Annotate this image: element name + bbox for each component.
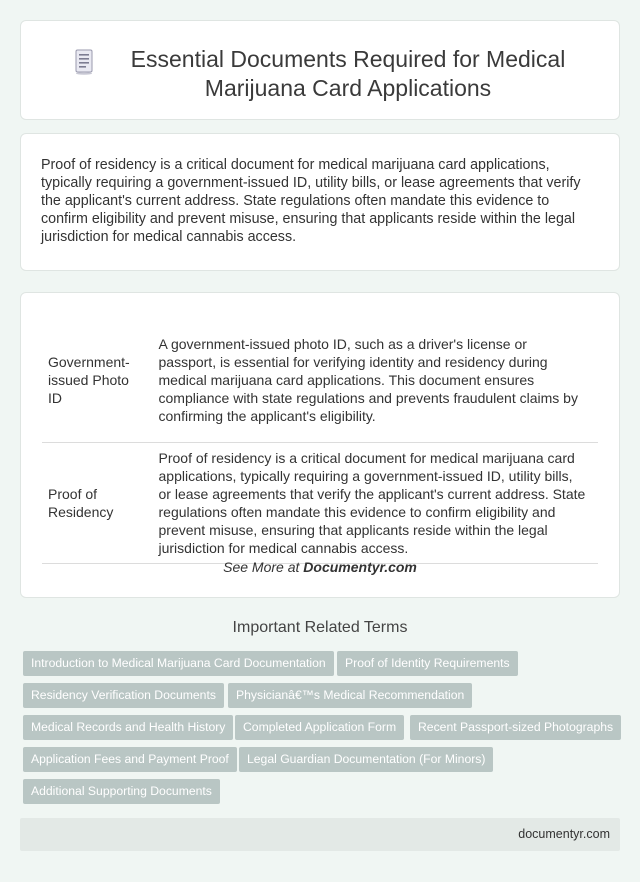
tag-legal-guardian[interactable]: Legal Guardian Documentation (For Minors) [239,747,493,772]
tag-supporting-documents[interactable]: Additional Supporting Documents [23,779,220,804]
tag-physician-recommendation[interactable]: Physicianâ€™s Medical Recommendation [228,683,472,708]
title-wrap [21,45,619,103]
see-more-site[interactable]: Documentyr.com [303,559,417,575]
intro-card [20,133,620,271]
table-row [42,319,598,442]
table-row [42,442,598,563]
row-description: A government-issued photo ID, such as a driver's license or passport, is essential for verifying identity and residency during medical marijuana card applications. This document ensures compliance with state regulations and prevents fraudulent claims by confirming the applicant's eligibility. [152,319,598,442]
row-term: Government-issued Photo ID [42,319,152,442]
see-more-link[interactable] [21,559,619,575]
footer-site-link[interactable]: documentyr.com [518,827,610,841]
tag-intro-documentation[interactable]: Introduction to Medical Marijuana Card Documentation [23,651,334,676]
tag-passport-photos[interactable]: Recent Passport-sized Photographs [410,715,621,740]
tag-application-form[interactable]: Completed Application Form [235,715,404,740]
documents-table-card [20,292,620,598]
documents-table [42,319,598,564]
tag-residency-verification[interactable]: Residency Verification Documents [23,683,224,708]
page-title: Essential Documents Required for Medical Marijuana Card Applications [130,46,566,101]
see-more-prefix: See More at [223,559,304,575]
row-description: Proof of residency is a critical document for medical marijuana card applications, typically requiring a government-issued ID, utility bills, or lease agreements that verify the applicant's current address. State regulations often mandate this evidence to confirm eligibility and prevent misuse, ensuring that applicants reside within the legal jurisdiction for medical cannabis access. [152,442,598,563]
tag-proof-of-identity[interactable]: Proof of Identity Requirements [337,651,518,676]
footer [20,818,620,851]
tag-application-fees[interactable]: Application Fees and Payment Proof [23,747,237,772]
header-card [20,20,620,120]
row-term: Proof of Residency [42,442,152,563]
related-terms-title: Important Related Terms [232,619,408,636]
tag-medical-records[interactable]: Medical Records and Health History [23,715,233,740]
intro-text: Proof of residency is a critical document for medical marijuana card applications, typically requiring a government-issued ID, utility bills, or lease agreements that verify the applicant's current address. State regulations often mandate this evidence to confirm eligibility and prevent misuse, ensuring that applicants reside within the legal jurisdiction for medical cannabis access. [41,157,581,245]
